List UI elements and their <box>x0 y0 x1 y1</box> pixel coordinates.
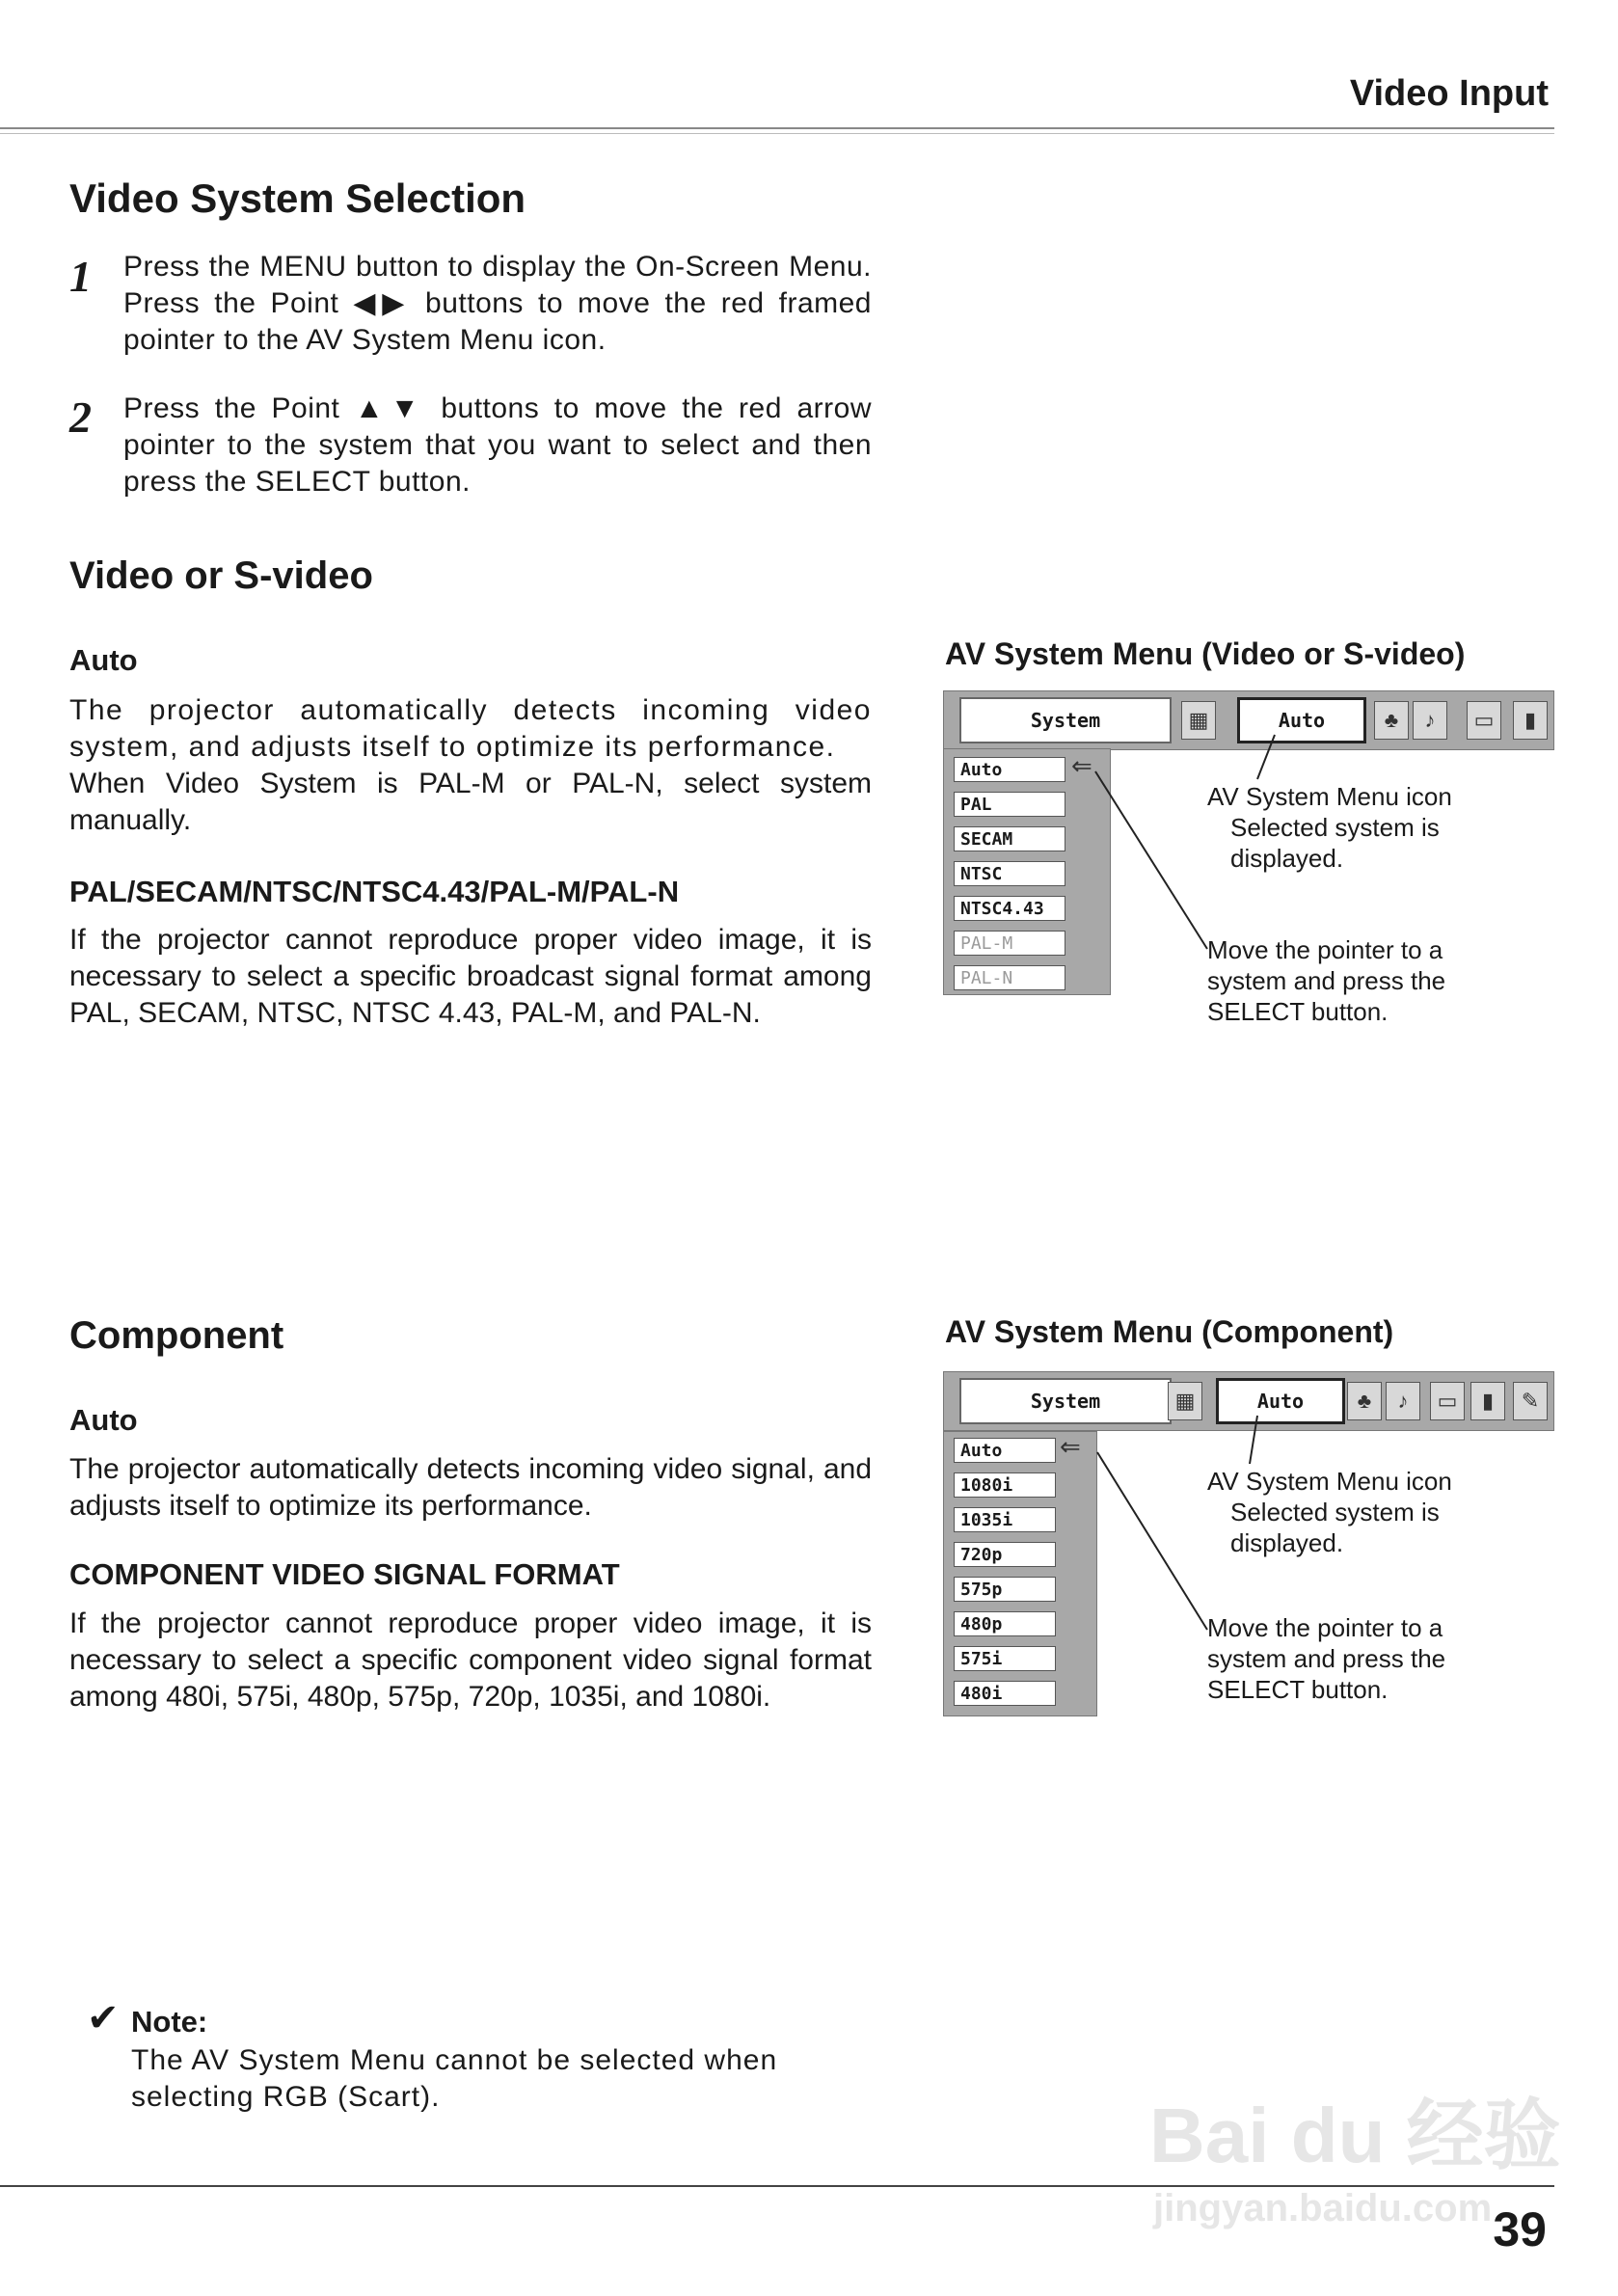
component-auto-title: Auto <box>69 1403 138 1437</box>
callout-line: SELECT button. <box>1207 997 1389 1026</box>
list-item-1080i: 1080i <box>954 1472 1056 1498</box>
callout-line: Move the pointer to a <box>1207 935 1443 964</box>
video-section-title: Video or S-video <box>69 554 373 597</box>
list-item-pal-m: PAL-M <box>954 931 1065 956</box>
setting-icon: ▮ <box>1513 701 1548 740</box>
menu-system-tab: System <box>959 697 1172 743</box>
list-item-pal: PAL <box>954 792 1065 817</box>
image-adjust-icon: ▦ <box>1168 1382 1202 1420</box>
video-formats-title: PAL/SECAM/NTSC/NTSC4.43/PAL-M/PAL-N <box>69 875 680 908</box>
list-item-575i: 575i <box>954 1646 1056 1671</box>
checkmark-icon: ✔ <box>87 1997 120 2039</box>
step-1-text: Press the MENU button to display the On-Screen Menu. Press the Point ◀▶ buttons to move the red framed pointer to the AV System Menu icon. <box>123 251 872 356</box>
leader-line <box>1257 735 1275 779</box>
av-system-menu-icon: Auto <box>1237 697 1366 743</box>
callout-line: Move the pointer to a <box>1207 1613 1443 1642</box>
list-item-secam: SECAM <box>954 826 1065 851</box>
watermark-url: jingyan.baidu.com <box>1153 2187 1493 2229</box>
list-item-ntsc443: NTSC4.43 <box>954 896 1065 921</box>
list-item-ntsc: NTSC <box>954 861 1065 886</box>
watermark-logo: Bai du 经验 <box>1149 2093 1561 2178</box>
callout-line: Selected system is <box>1230 813 1440 842</box>
component-section-title: Component <box>69 1314 284 1357</box>
list-item-480i: 480i <box>954 1681 1056 1706</box>
screen-icon: ▭ <box>1467 701 1501 740</box>
leader-line <box>1095 771 1207 949</box>
color-icon: ♣ <box>1347 1382 1382 1420</box>
video-auto-title: Auto <box>69 643 138 677</box>
av-system-menu-icon: Auto <box>1216 1378 1345 1424</box>
callout-line: SELECT button. <box>1207 1675 1389 1704</box>
pointer-arrow-icon: ⇐ <box>1060 1432 1081 1461</box>
color-icon: ♣ <box>1374 701 1409 740</box>
component-auto-text: The projector automatically detects incoming video signal, and adjusts itself to optimize its performance. <box>69 1453 872 1522</box>
pointer-arrow-icon: ⇐ <box>1071 751 1092 780</box>
callout-line: AV System Menu icon <box>1207 782 1452 811</box>
list-item-480p: 480p <box>954 1611 1056 1636</box>
leader-line <box>1250 1416 1257 1464</box>
step-1-number: 1 <box>69 252 92 301</box>
setting-icon: ▮ <box>1470 1382 1505 1420</box>
pen-icon: ✎ <box>1513 1382 1548 1420</box>
list-item-720p: 720p <box>954 1542 1056 1567</box>
sound-icon: ♪ <box>1413 701 1447 740</box>
step-2-text: Press the Point ▲▼ buttons to move the red arrow pointer to the system that you want to select and then press the SELECT button. <box>123 392 872 498</box>
image-adjust-icon: ▦ <box>1181 701 1216 740</box>
callout-line: Selected system is <box>1230 1498 1440 1526</box>
list-item-575p: 575p <box>954 1577 1056 1602</box>
callout-line: system and press the <box>1207 1644 1446 1673</box>
step-2-number: 2 <box>69 392 92 442</box>
screen-icon: ▭ <box>1430 1382 1465 1420</box>
video-auto-text: The projector automatically detects incoming video system, and adjusts itself to optimize its performance. <box>69 694 872 763</box>
component-formats-title: COMPONENT VIDEO SIGNAL FORMAT <box>69 1557 620 1591</box>
callout-line: displayed. <box>1230 1528 1344 1557</box>
page-title: Video System Selection <box>69 176 526 221</box>
callout-line: system and press the <box>1207 966 1446 995</box>
list-item-auto: Auto <box>954 1438 1056 1463</box>
note-label: Note: <box>131 2005 208 2039</box>
footer-rule <box>0 2185 1554 2187</box>
callout-line: AV System Menu icon <box>1207 1467 1452 1496</box>
list-item-pal-n: PAL-N <box>954 965 1065 990</box>
video-formats-text: If the projector cannot reproduce proper video image, it is necessary to select a specific broadcast signal format among PAL, SECAM, NTSC, NTSC 4.43, PAL-M, and PAL-N. <box>69 924 872 1029</box>
note-text: The AV System Menu cannot be selected when selecting RGB (Scart). <box>131 2044 778 2113</box>
leader-line <box>1097 1452 1207 1630</box>
header-title: Video Input <box>1349 73 1549 114</box>
list-item-auto: Auto <box>954 757 1065 782</box>
fig-component-title: AV System Menu (Component) <box>945 1314 1394 1349</box>
sound-icon: ♪ <box>1386 1382 1420 1420</box>
video-auto-text-2: When Video System is PAL-M or PAL-N, select system manually. <box>69 768 872 836</box>
menu-system-tab: System <box>959 1378 1172 1424</box>
callout-line: displayed. <box>1230 844 1344 873</box>
list-item-1035i: 1035i <box>954 1507 1056 1532</box>
fig-video-title: AV System Menu (Video or S-video) <box>945 636 1466 671</box>
component-formats-text: If the projector cannot reproduce proper video image, it is necessary to select a specific component video signal format among 480i, 575i, 480p, 575p, 720p, 1035i, and 1080i. <box>69 1607 872 1713</box>
page-number: 39 <box>1493 2202 1547 2256</box>
